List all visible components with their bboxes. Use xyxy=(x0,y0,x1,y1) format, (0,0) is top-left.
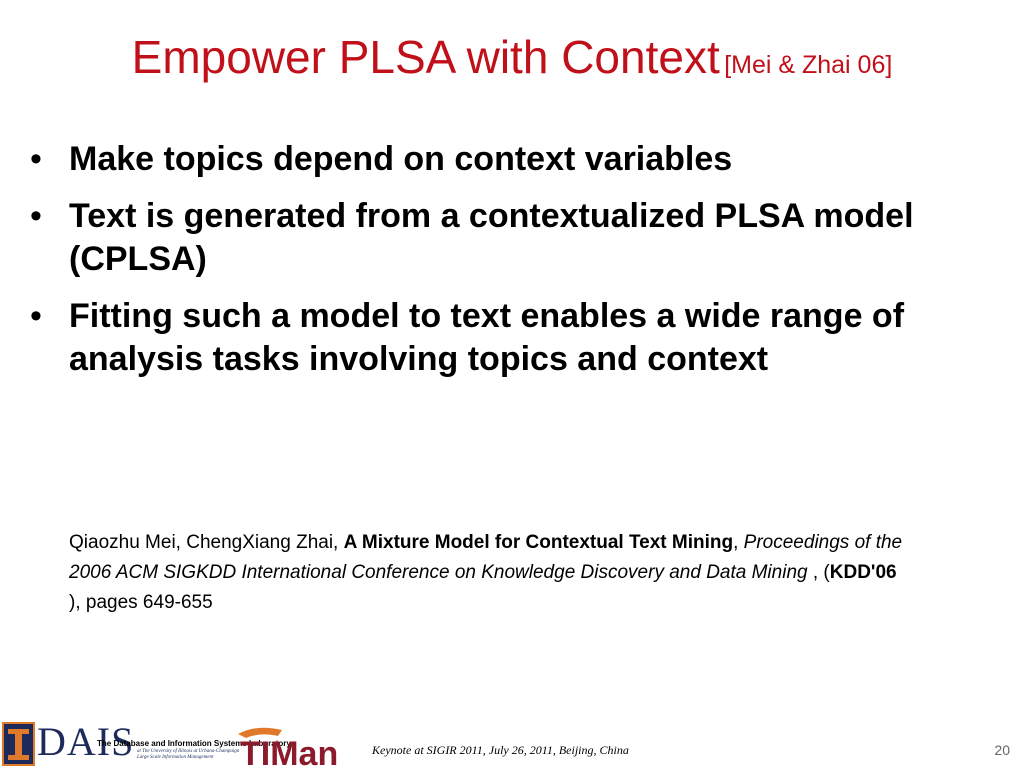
bullet-marker: • xyxy=(30,197,42,235)
bullet-item xyxy=(30,195,950,281)
slide-title xyxy=(0,30,1024,84)
bullet-text: Make topics depend on context variables xyxy=(69,140,733,178)
bullet-item xyxy=(30,295,950,381)
bullet-text: Text is generated from a contextualized PLSA model (CPLSA) xyxy=(69,197,914,278)
slide-footer xyxy=(0,718,1024,768)
dais-lab-tagline: Large Scale Information Management xyxy=(137,755,214,760)
reference-venue[interactable]: KDD'06 xyxy=(829,562,897,583)
bullet-list xyxy=(30,138,950,395)
dais-logo-word: DAIS xyxy=(37,719,135,764)
bullet-marker: • xyxy=(30,297,42,335)
reference-paper-title[interactable]: A Mixture Model for Contextual Text Mining xyxy=(343,532,734,553)
timan-logo-text: TIMan xyxy=(240,735,339,768)
bullet-text: Fitting such a model to text enables a wide range of analysis tasks involving topics and context xyxy=(69,297,905,378)
reference-separator: , xyxy=(733,532,744,553)
reference-citation xyxy=(69,528,909,618)
illinois-i-logo-icon xyxy=(2,722,35,766)
dais-lab-name: The Database and Information Systems Laboratory xyxy=(97,739,291,748)
title-text: Empower PLSA with Context xyxy=(131,31,720,83)
title-citation: [Mei & Zhai 06] xyxy=(724,51,893,79)
bullet-marker: • xyxy=(30,140,42,178)
footer-note: Keynote at SIGIR 2011, July 26, 2011, Beijing, China xyxy=(372,743,629,757)
timan-logo-icon xyxy=(236,718,339,768)
page-number: 20 xyxy=(994,742,1010,758)
bullet-item xyxy=(30,138,950,181)
dais-lab-affiliation: at The University of Illinois at Urbana-Champaign xyxy=(137,749,240,754)
reference-separator: , ( xyxy=(807,562,830,583)
reference-authors: Qiaozhu Mei, ChengXiang Zhai, xyxy=(69,532,344,553)
reference-pages: ), pages 649-655 xyxy=(69,592,213,613)
reference-proceedings: Proceedings of the 2006 ACM SIGKDD International Conference on Knowledge Discovery and Data Mining xyxy=(69,532,903,583)
